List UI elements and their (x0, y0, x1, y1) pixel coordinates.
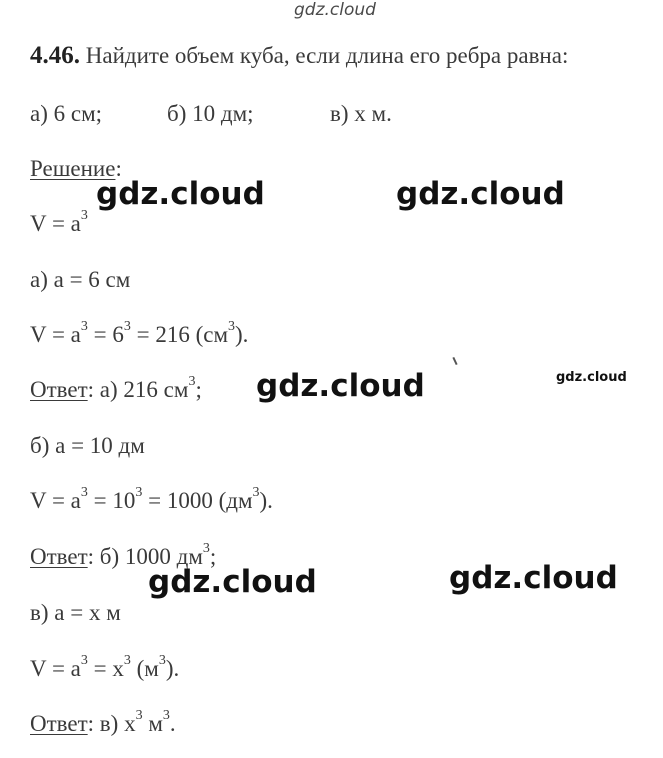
problem-text: Найдите объем куба, если длина его ребра равна: (80, 43, 569, 68)
solution-heading-text: Решение (30, 156, 116, 181)
option-c: в) x м. (330, 101, 392, 126)
case-b-answer: Ответ: б) 1000 $дм^3$; (30, 541, 217, 569)
stray-mark (452, 357, 457, 365)
case-c-calculation: $V = a^3 = x^3$ $(м^3)$. (30, 653, 180, 681)
volume-formula: $V = a^3$ (30, 208, 88, 236)
option-b: б) 10 дм; (167, 101, 254, 126)
case-a-calculation: $V = a^3 = 6^3 = 216$ $(см^3)$. (30, 319, 249, 347)
solution-heading: Решение: (30, 156, 122, 181)
watermark: gdz.cloud (396, 176, 565, 212)
case-c-answer: Ответ: в) $x^3$ $м^3$. (30, 708, 176, 736)
case-c: в) a = x м (30, 600, 121, 625)
case-b: б) a = 10 дм (30, 433, 145, 458)
option-a: а) 6 см; (30, 101, 103, 126)
case-b-calculation: $V = a^3 = 10^3 = 1000$ $(дм^3)$. (30, 485, 273, 513)
case-a: а) a = 6 см (30, 267, 131, 292)
problem-number: 4.46. (30, 42, 80, 69)
watermark: gdz.cloud (256, 368, 425, 404)
case-a-answer: Ответ: а) 216 $см^3$; (30, 374, 202, 402)
watermark: gdz.cloud (96, 176, 265, 212)
problem-statement (30, 43, 568, 68)
watermark: gdz.cloud (449, 560, 618, 596)
watermark-small: gdz.cloud (556, 370, 627, 385)
watermark: gdz.cloud (148, 564, 317, 600)
watermark-top: gdz.cloud (294, 0, 376, 20)
